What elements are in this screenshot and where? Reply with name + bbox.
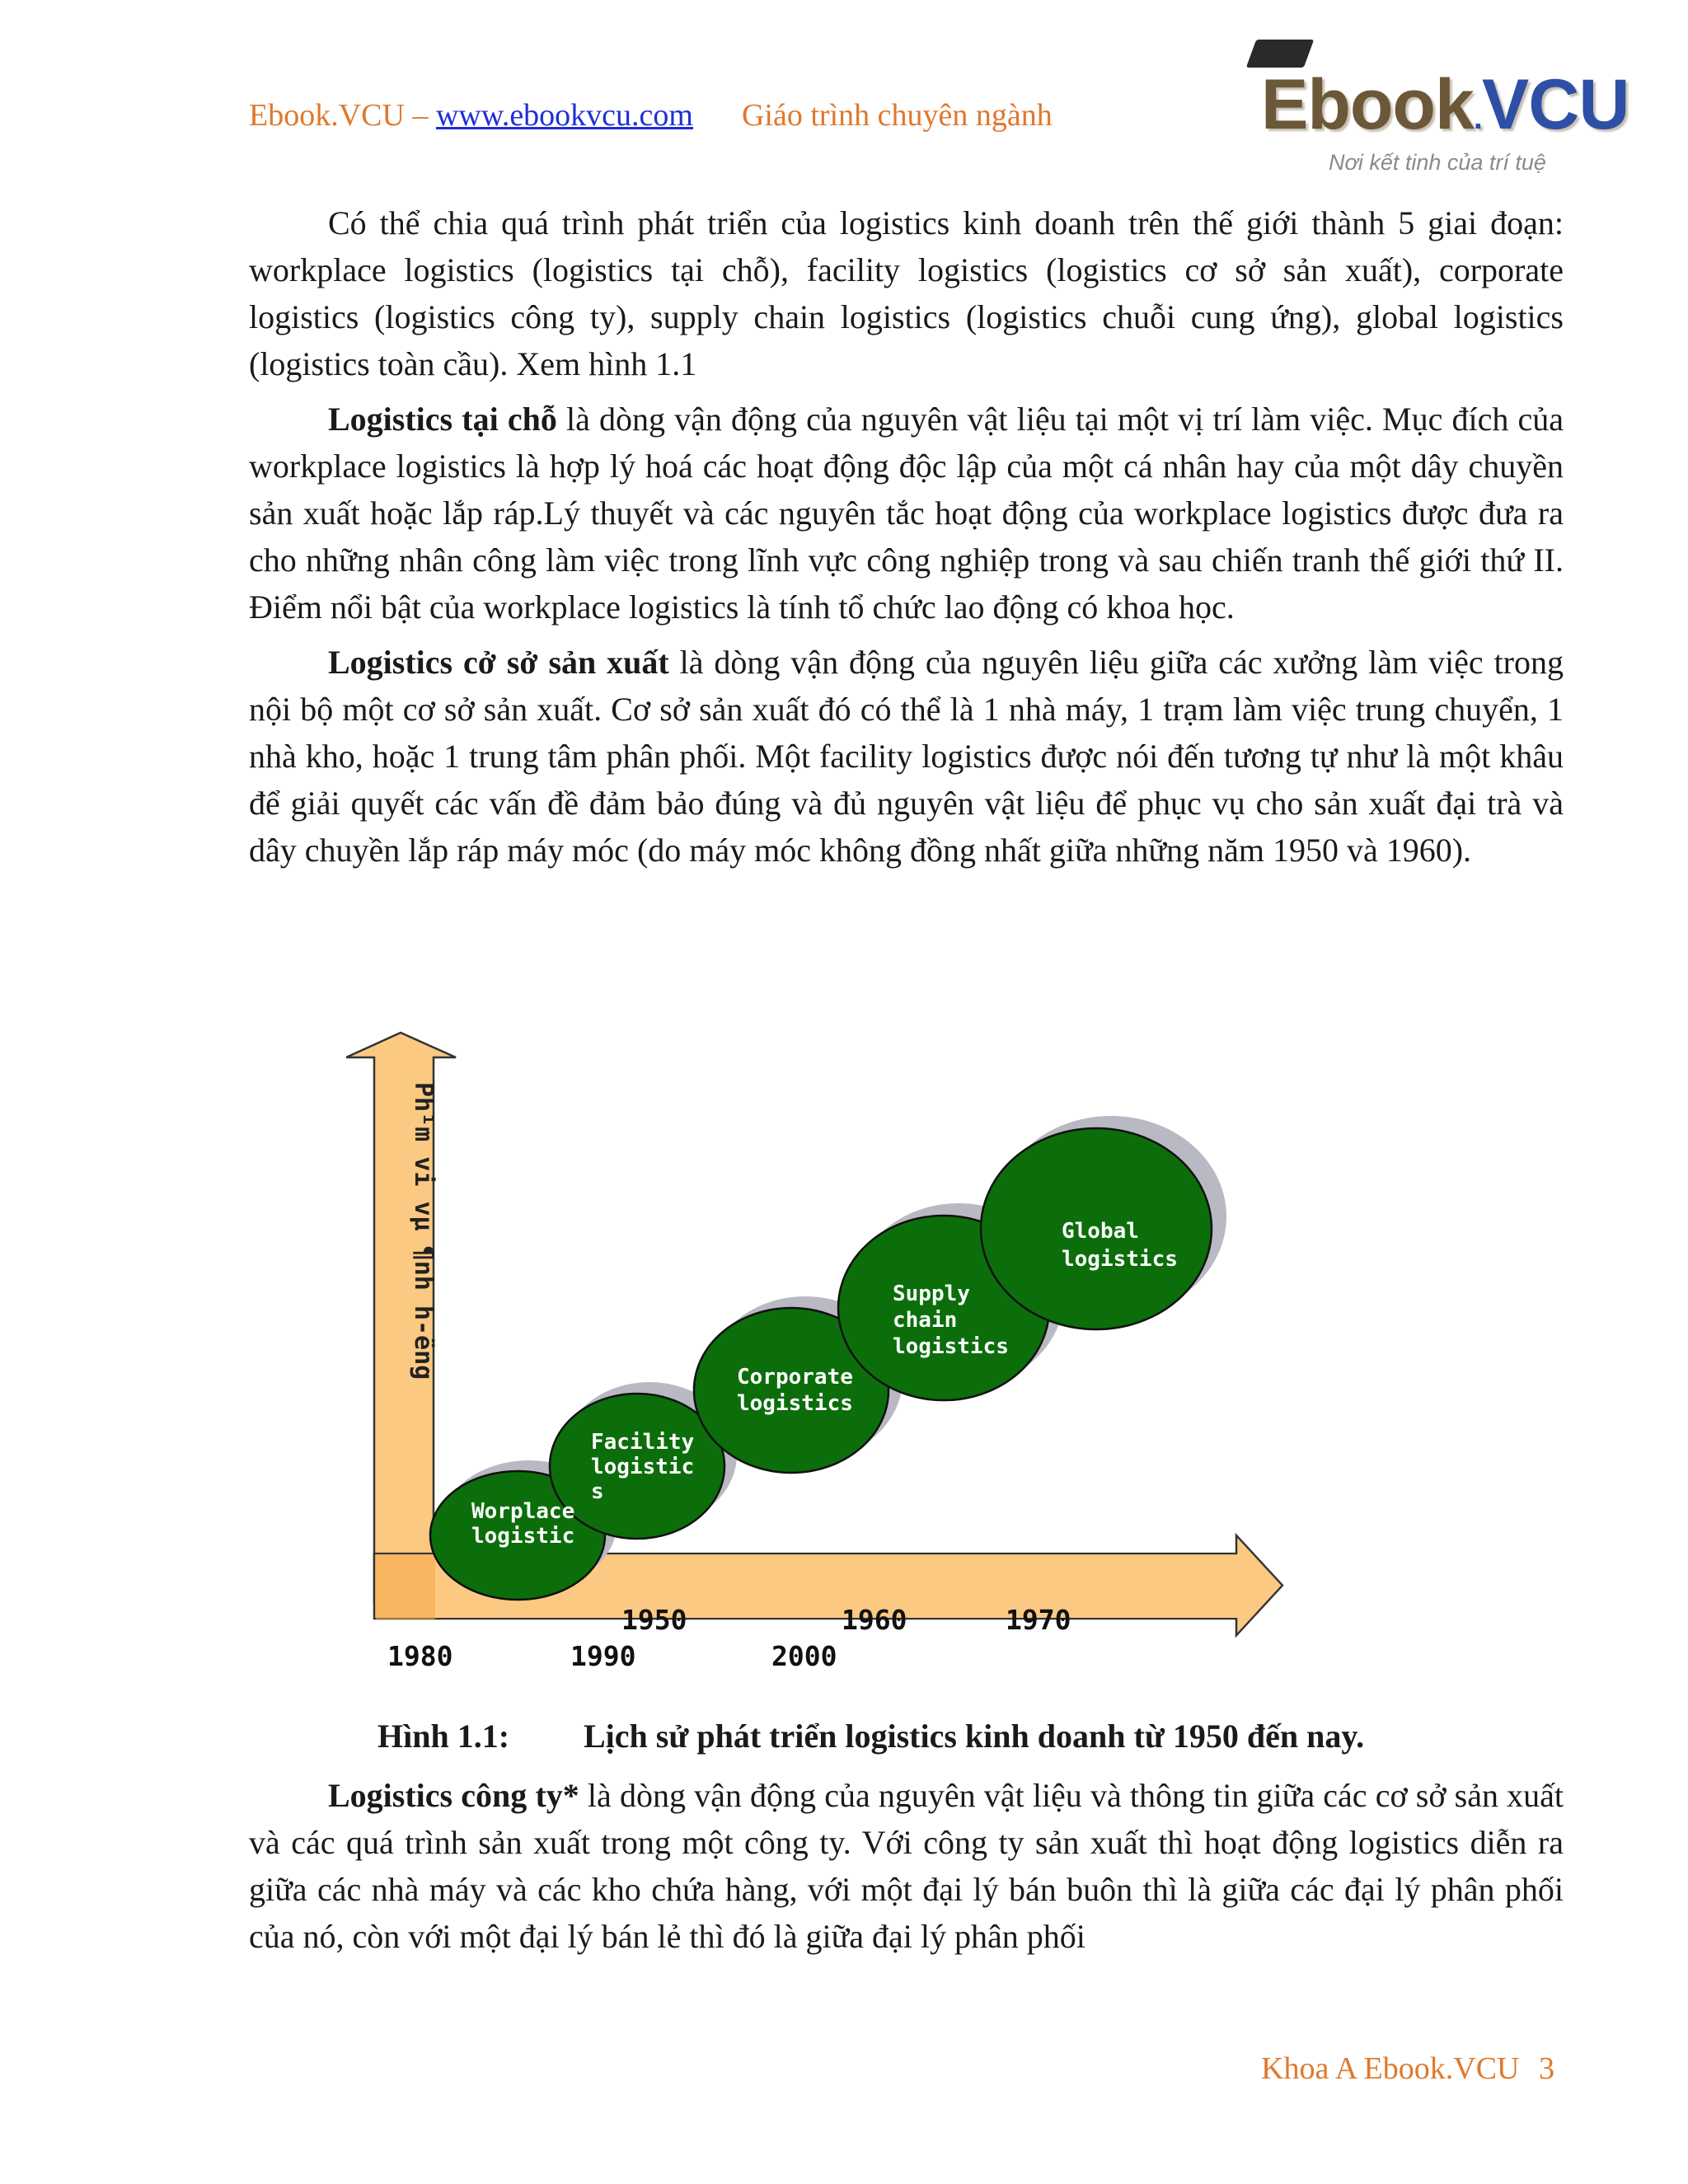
logo-brand-suffix: VCU	[1481, 65, 1629, 144]
paragraph-workplace-logistics: Logistics tại chỗ là dòng vận động của nguyên vật liệu tại một vị trí làm việc. Mục đích của workplace logistics là hợp lý hoá các hoạt động độc lập của một cá nhân hay của một dây chuyền sản xuất hoặc lắp ráp.Lý thuyết và các nguyên tắc hoạt động của workplace logistics được đưa ra cho những nhân công làm việc trong lĩnh vực công nghiệp trong và sau chiến tranh thế giới thứ II. Điểm nổi bật của workplace logistics là tính tổ chức lao động có khoa học.	[249, 401, 1564, 626]
ebookvcu-logo: Ebook.VCU Nơi kết tinh của trí tuệ	[1245, 35, 1599, 183]
figure-logistics-history	[346, 1026, 1286, 1685]
paragraph-facility-logistics: Logistics cở sở sản xuất là dòng vận động của nguyên liệu giữa các xưởng làm việc trong nội bộ một cơ sở sản xuất. Cơ sở sản xuất đó có thể là 1 nhà máy, 1 trạm làm việc trung chuyển, 1 nhà kho, hoặc 1 trung tâm phân phối. Một facility logistics được nói đến tương tự như là một khâu để giải quyết các vấn đề đảm bảo đúng và đủ nguyên vật liệu để phục vụ cho sản xuất đại trà và dây chuyền lắp ráp máy móc (do máy móc không đồng nhất giữa những năm 1950 và 1960).	[249, 644, 1564, 869]
caption-label: Hình 1.1:	[377, 1718, 510, 1755]
page-footer	[1261, 2050, 1554, 2087]
paragraph-corporate-logistics: Logistics công ty* là dòng vận động của nguyên vật liệu và thông tin giữa các cơ sở sản xuất và các quá trình sản xuất trong một công ty. Với công ty sản xuất thì hoạt động logistics diễn ra giữa các nhà máy và các kho chứa hàng, với một đại lý bán buôn thì là giữa các đại lý phân phối của nó, còn với một đại lý bán lẻ thì đó là giữa đại lý phân phối	[249, 1777, 1564, 1955]
term-corporate-logistics: Logistics công ty*	[328, 1777, 579, 1814]
header-subject: Giáo trình chuyên ngành	[741, 98, 1053, 133]
header-source: Ebook.VCU –	[249, 98, 429, 133]
footer-text: Khoa A Ebook.VCU	[1261, 2051, 1520, 2086]
year-2000: 2000	[771, 1640, 837, 1672]
figure-caption	[377, 1717, 1364, 1755]
header-url-link[interactable]: www.ebookvcu.com	[435, 98, 693, 133]
stage-label-global: Global logistics	[1062, 1219, 1178, 1272]
stage-label-facility: Facility logistic s	[591, 1430, 695, 1504]
graduation-cap-icon	[1246, 40, 1314, 68]
year-1960: 1960	[842, 1604, 907, 1636]
year-1980: 1980	[387, 1640, 453, 1672]
page-number: 3	[1539, 2051, 1554, 2086]
stage-label-corporate: Corporate logistics	[737, 1365, 853, 1416]
year-1950: 1950	[621, 1604, 687, 1636]
term-facility-logistics: Logistics cở sở sản xuất	[328, 644, 669, 681]
y-axis-label: Ph¹m vi vµ ¶nh h-ëng	[409, 1082, 438, 1380]
caption-text: Lịch sử phát triển logistics kinh doanh từ 1950 đến nay.	[584, 1718, 1365, 1755]
body-text-bottom	[249, 1772, 1564, 1968]
stage-label-supply-chain: Supply chain logistics	[893, 1282, 1009, 1359]
year-1990: 1990	[570, 1640, 636, 1672]
logo-brand: Ebook	[1261, 65, 1474, 144]
body-text-top	[249, 199, 1564, 882]
logo-tagline: Nơi kết tinh của trí tuệ	[1329, 150, 1546, 175]
stage-label-workplace: Worplace logistic	[471, 1499, 575, 1549]
year-1970: 1970	[1006, 1604, 1071, 1636]
page-header	[249, 97, 1053, 134]
paragraph-intro: Có thể chia quá trình phát triển của logistics kinh doanh trên thế giới thành 5 giai đoạn: workplace logistics (logistics tại chỗ), facility logistics (logistics cơ sở sản xuất), corporate logistics (logistics công ty), supply chain logistics (logistics chuỗi cung ứng), global logistics (logistics toàn cầu). Xem hình 1.1	[249, 204, 1564, 382]
term-workplace-logistics: Logistics tại chỗ	[328, 401, 557, 438]
